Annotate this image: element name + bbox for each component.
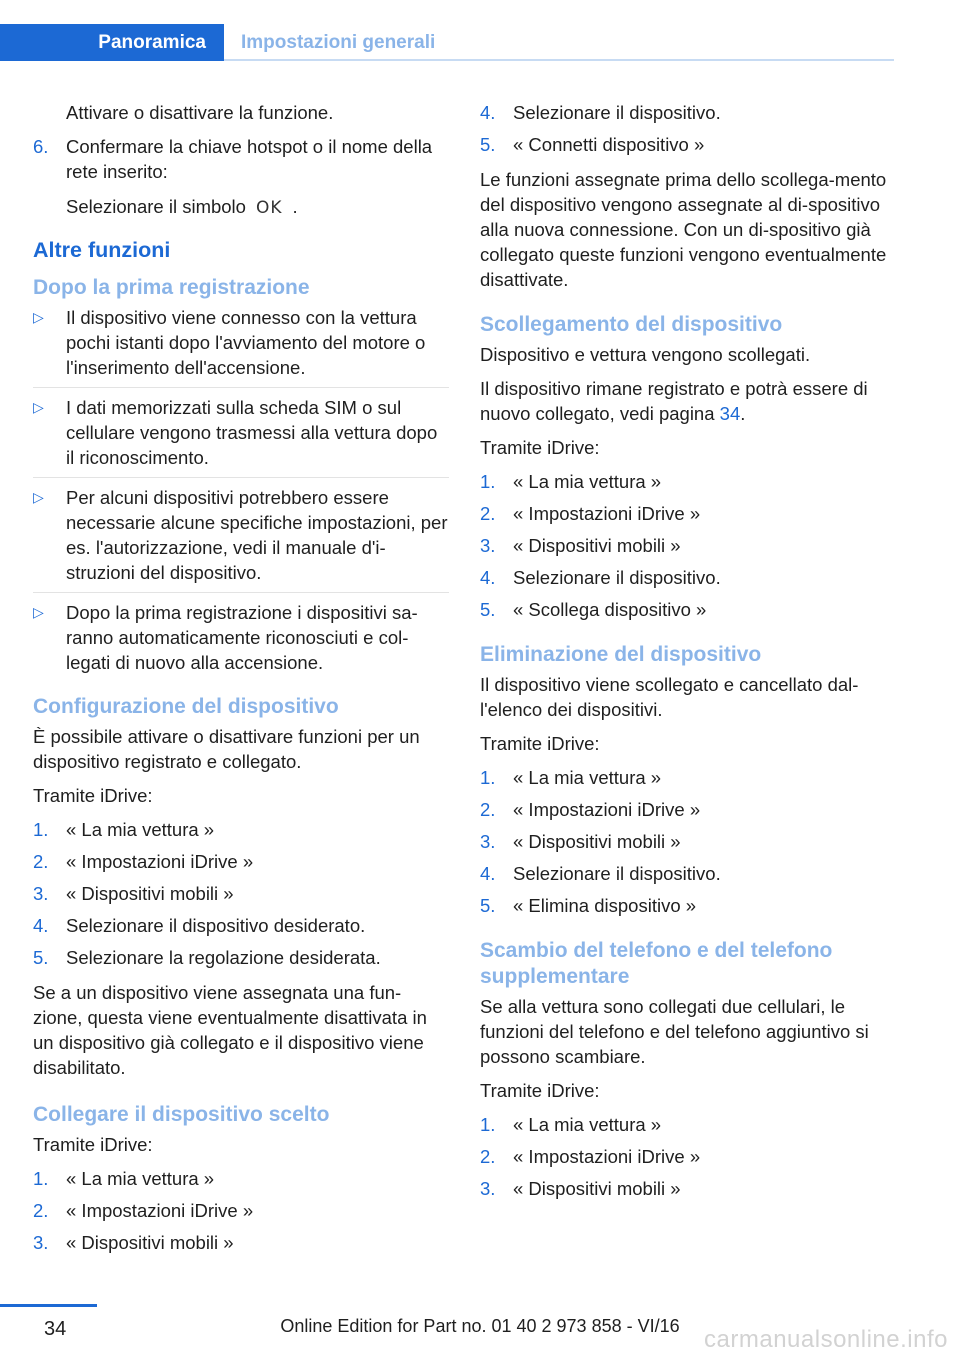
list-item	[33, 1166, 449, 1191]
step-number: 4.	[480, 102, 496, 123]
step-number: 5.	[480, 599, 496, 620]
tab-impostazioni-generali[interactable]: Impostazioni generali	[241, 31, 436, 53]
step-number: 3.	[480, 535, 496, 556]
left-column	[33, 100, 449, 1265]
list-item	[480, 1176, 896, 1201]
footer-divider	[0, 1304, 97, 1307]
page-reference-link[interactable]: 34	[719, 403, 741, 424]
step-number: 3.	[33, 1232, 49, 1253]
step-text: « Scollega dispositivo »	[513, 599, 707, 620]
right-column	[480, 100, 896, 1211]
ok-symbol-icon: OK	[255, 198, 283, 218]
list-item	[33, 600, 449, 682]
collegare-idrive-label: Tramite iDrive:	[33, 1134, 153, 1155]
heading-scambio: Scambio del telefono e del telefono supplementare	[480, 939, 833, 988]
step-text: « La mia vettura »	[513, 1114, 662, 1135]
step-number: 4.	[480, 863, 496, 884]
list-item	[33, 305, 449, 388]
step-text: « Impostazioni iDrive »	[66, 1200, 254, 1221]
step-text: « La mia vettura »	[66, 1168, 215, 1189]
step-number: 1.	[480, 471, 496, 492]
symbol-instruction-text: Selezionare il simbolo	[66, 196, 246, 217]
heading-eliminazione: Eliminazione del dispositivo	[480, 643, 762, 666]
step-number: 5.	[480, 895, 496, 916]
step-number: 3.	[33, 883, 49, 904]
step-number: 3.	[480, 1178, 496, 1199]
connetti-text: Le funzioni assegnate prima dello scollega‐mento del dispositivo vengono assegnate al di‐spositivo alla nuova connessione. Con un di‐spositivo già collegato queste funzioni vengono eventualmente disattivate.	[480, 169, 887, 290]
step-text: « Dispositivi mobili »	[513, 535, 681, 556]
list-item	[33, 395, 449, 478]
step-text: « La mia vettura »	[513, 767, 662, 788]
eliminazione-steps	[480, 765, 896, 918]
list-item	[480, 829, 896, 854]
list-item	[33, 1230, 449, 1255]
list-item	[480, 533, 896, 558]
step-text: « Impostazioni iDrive »	[513, 799, 701, 820]
list-item	[480, 1112, 896, 1137]
step-number: 1.	[33, 1168, 49, 1189]
scollegamento-text-2-body: Il dispositivo rimane registrato e potrà essere di nuovo collegato, vedi pagina	[480, 378, 868, 424]
edition-note: Online Edition for Part no. 01 40 2 973 858 - VI/16	[280, 1316, 680, 1336]
step-text: « Dispositivi mobili »	[513, 831, 681, 852]
list-item	[33, 817, 449, 842]
step-text: « Impostazioni iDrive »	[513, 1146, 701, 1167]
scollegamento-idrive-label: Tramite iDrive:	[480, 437, 600, 458]
page-number: 34	[44, 1318, 67, 1340]
step-number: 5.	[33, 947, 49, 968]
step-text: « Connetti dispositivo »	[513, 134, 705, 155]
step-number: 2.	[480, 503, 496, 524]
config-note: Se a un dispositivo viene assegnata una fun‐zione, questa viene eventualmente disattivata in un dispositivo già collegato e il dispositivo viene disabilitato.	[33, 982, 427, 1078]
step-text: Selezionare la regolazione desiderata.	[66, 947, 381, 968]
list-item	[480, 797, 896, 822]
intro-text: Attivare o disattivare la funzione.	[66, 102, 334, 123]
step-text: Selezionare il dispositivo.	[513, 863, 721, 884]
triangle-bullet-icon: ▷	[33, 309, 44, 325]
step-text: « La mia vettura »	[513, 471, 662, 492]
eliminazione-idrive-label: Tramite iDrive:	[480, 733, 600, 754]
step-text: « Dispositivi mobili »	[513, 1178, 681, 1199]
config-text: È possibile attivare o disattivare funzioni per un dispositivo registrato e collegato.	[33, 726, 420, 772]
config-steps	[33, 817, 449, 970]
step-number: 2.	[480, 1146, 496, 1167]
list-item	[480, 893, 896, 918]
step-text: Confermare la chiave hotspot o il nome della rete inserito:	[66, 136, 433, 182]
heading-dopo-prima-registrazione: Dopo la prima registrazione	[33, 276, 310, 299]
step-text: Selezionare il dispositivo desiderato.	[66, 915, 366, 936]
list-item	[33, 913, 449, 938]
step-text: « Impostazioni iDrive »	[66, 851, 254, 872]
page-header	[0, 0, 960, 64]
heading-altre-funzioni: Altre funzioni	[33, 238, 171, 262]
connetti-steps	[480, 100, 896, 157]
bullet-text: Per alcuni dispositivi potrebbero essere necessarie alcune specifiche impostazioni, per es. l'autorizzazione, vedi il manuale d'i‐struzioni del dispositivo.	[66, 487, 448, 583]
step-number: 2.	[480, 799, 496, 820]
symbol-instruction-end: .	[292, 196, 298, 217]
list-item	[33, 881, 449, 906]
scollegamento-text-2-end: .	[740, 403, 746, 424]
list-item	[480, 132, 896, 157]
step-text: Selezionare il dispositivo.	[513, 567, 721, 588]
list-item	[480, 861, 896, 886]
heading-collegare: Collegare il dispositivo scelto	[33, 1103, 330, 1126]
step-number: 3.	[480, 831, 496, 852]
bullet-text: Il dispositivo viene connesso con la vettura pochi istanti dopo l'avviamento del motore o l'inserimento dell'accensione.	[66, 307, 426, 378]
tab-panoramica[interactable]: Panoramica	[0, 24, 224, 61]
heading-configurazione: Configurazione del dispositivo	[33, 695, 339, 718]
scambio-steps	[480, 1112, 896, 1201]
scollegamento-text-2	[480, 376, 896, 426]
step-number: 1.	[480, 1114, 496, 1135]
list-item	[33, 849, 449, 874]
step-number: 4.	[480, 567, 496, 588]
watermark-logo: carmanualsonline.info	[704, 1326, 948, 1353]
collegare-steps	[33, 1166, 449, 1255]
bullet-list	[33, 305, 449, 682]
list-item	[480, 469, 896, 494]
scollegamento-text-1: Dispositivo e vettura vengono scollegati.	[480, 344, 811, 365]
symbol-instruction	[33, 194, 449, 221]
scambio-text: Se alla vettura sono collegati due cellulari, le funzioni del telefono e del telefono aggiuntivo si possono scambiare.	[480, 996, 869, 1067]
step-list-hotspot	[33, 134, 449, 184]
list-item	[480, 765, 896, 790]
step-text: « La mia vettura »	[66, 819, 215, 840]
eliminazione-text: Il dispositivo viene scollegato e cancellato dal‐l'elenco dei dispositivi.	[480, 674, 859, 720]
list-item	[33, 485, 449, 593]
list-item	[480, 1144, 896, 1169]
list-item	[480, 565, 896, 590]
step-text: « Impostazioni iDrive »	[513, 503, 701, 524]
step-text: Selezionare il dispositivo.	[513, 102, 721, 123]
step-text: « Elimina dispositivo »	[513, 895, 697, 916]
step-number: 5.	[480, 134, 496, 155]
triangle-bullet-icon: ▷	[33, 399, 44, 415]
list-item	[480, 501, 896, 526]
scollegamento-steps	[480, 469, 896, 622]
heading-scollegamento: Scollegamento del dispositivo	[480, 313, 783, 336]
list-item	[33, 945, 449, 970]
step-text: « Dispositivi mobili »	[66, 1232, 234, 1253]
step-text: « Dispositivi mobili »	[66, 883, 234, 904]
step-number: 2.	[33, 1200, 49, 1221]
step-number: 4.	[33, 915, 49, 936]
list-item	[33, 134, 449, 184]
list-item	[480, 100, 896, 125]
step-number: 1.	[480, 767, 496, 788]
scambio-idrive-label: Tramite iDrive:	[480, 1080, 600, 1101]
triangle-bullet-icon: ▷	[33, 489, 44, 505]
step-number: 2.	[33, 851, 49, 872]
header-divider	[224, 59, 894, 61]
bullet-text: I dati memorizzati sulla scheda SIM o sul cellulare vengono trasmessi alla vettura dopo il riconoscimento.	[66, 397, 438, 468]
list-item	[33, 1198, 449, 1223]
step-number: 6.	[33, 136, 49, 157]
triangle-bullet-icon: ▷	[33, 604, 44, 620]
step-number: 1.	[33, 819, 49, 840]
bullet-text: Dopo la prima registrazione i dispositivi sa‐ranno automaticamente riconosciuti e col‐legati di nuovo alla accensione.	[66, 602, 418, 673]
list-item	[480, 597, 896, 622]
config-idrive-label: Tramite iDrive:	[33, 785, 153, 806]
